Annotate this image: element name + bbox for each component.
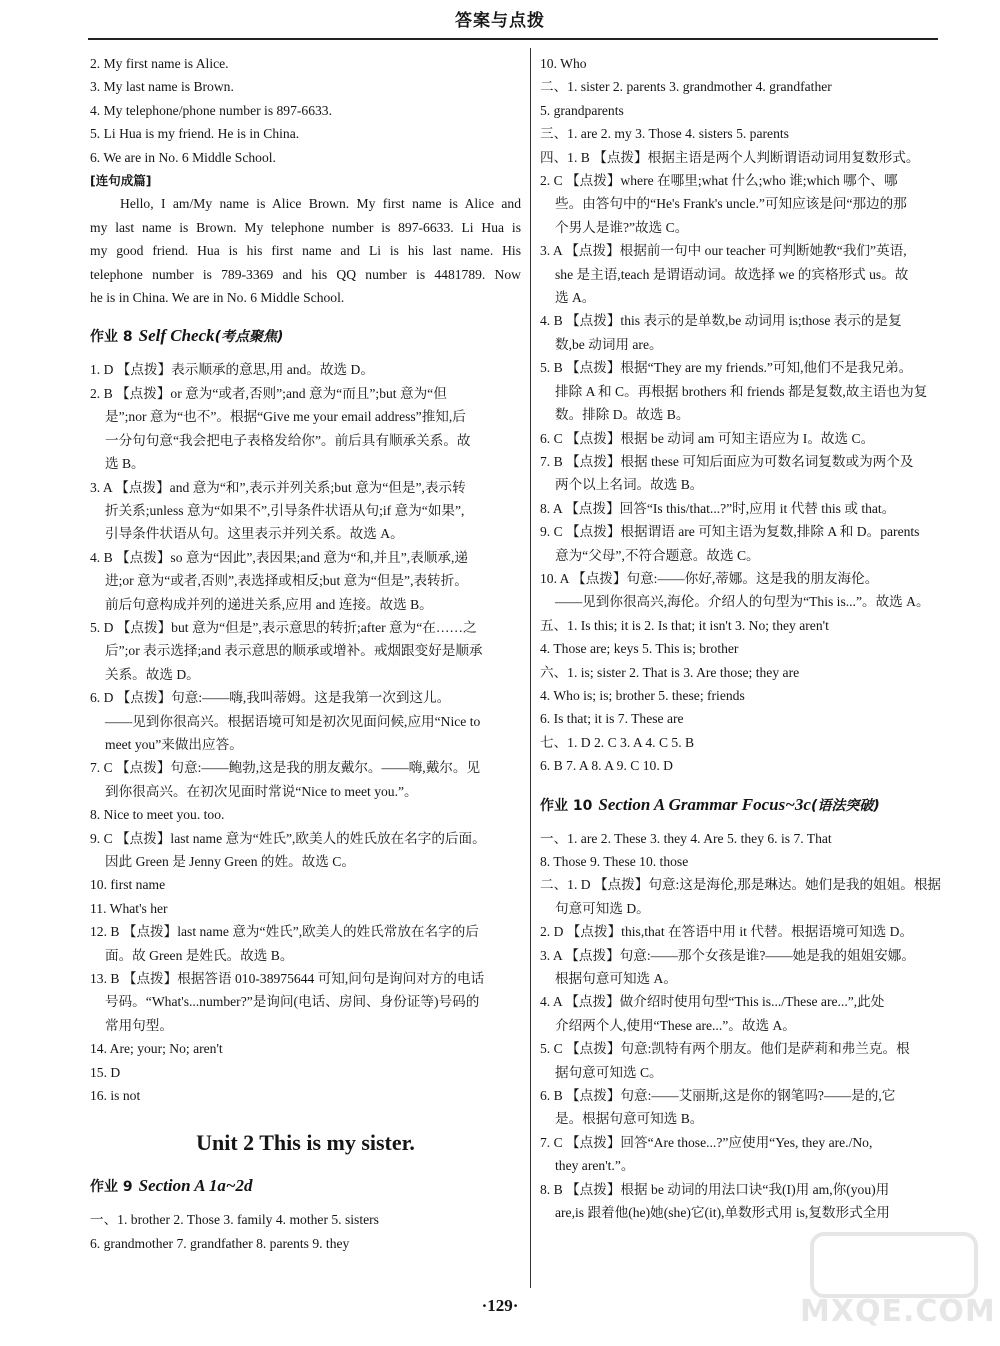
- answer-line: 进;or 意为“或者,否则”,表选择或相反;but 意为“但是”,表转折。: [105, 573, 468, 589]
- section-10-heading: [540, 792, 958, 819]
- answer-line: 些。由答句中的“He's Frank's uncle.”可知应该是问“那边的那: [555, 196, 907, 212]
- passage-line: telephone number is 789-3369 and his QQ number is 4481789. Now: [90, 266, 521, 282]
- section-10-suffix: (语法突破): [810, 797, 880, 814]
- answer-line: 5. D 【点拨】but 意为“但是”,表示意思的转折;after 意为“在……之: [90, 619, 477, 635]
- answer-line: 介绍两个人,使用“These are...”。故选 A。: [555, 1017, 796, 1033]
- section-9-continued-answers: [540, 52, 958, 778]
- answer-line: 个男人是谁?”故选 C。: [555, 219, 689, 235]
- answer-line: 9. C 【点拨】根据谓语 are 可知主语为复数,排除 A 和 D。parents: [540, 524, 920, 540]
- section-8-answers: [90, 358, 521, 1107]
- answer-line: 一、1. are 2. These 3. they 4. Are 5. they 6. is 7. That: [540, 830, 832, 846]
- passage-line: my good friend. Hua is his first name and Li is his last name. His: [90, 243, 521, 259]
- answer-line: 后”;or 表示选择;and 表示意思的顺承或增补。戒烟跟变好是顺承: [105, 643, 483, 659]
- answer-line: 4. My telephone/phone number is 897-6633.: [90, 102, 333, 118]
- passage-answer: [90, 192, 521, 309]
- answer-line: 5. C 【点拨】句意:凯特有两个朋友。他们是萨莉和弗兰克。根: [540, 1041, 910, 1057]
- answer-line: 8. A 【点拨】回答“Is this/that...?”时,应用 it 代替 this 或 that。: [540, 500, 896, 516]
- section-8-title: Self Check: [138, 326, 215, 346]
- answer-line: 4. A 【点拨】做介绍时使用句型“This is.../These are...”,此处: [540, 994, 885, 1010]
- answer-line: 排除 A 和 C。再根据 brothers 和 friends 都是复数,故主语也为复: [555, 383, 928, 399]
- watermark-text: MXQE.COM: [800, 1294, 996, 1329]
- answer-line: meet you”来做出应答。: [105, 736, 243, 752]
- section-9-heading: [90, 1173, 521, 1200]
- left-column: [90, 52, 521, 1255]
- section-9-title: Section A 1a~2d: [138, 1176, 253, 1196]
- answer-line: 4. B 【点拨】this 表示的是单数,be 动词用 is;those 表示的是复: [540, 313, 902, 329]
- answer-line: 10. Who: [540, 56, 587, 71]
- answer-line: 14. Are; your; No; aren't: [90, 1041, 223, 1057]
- answer-line: 2. C 【点拨】where 在哪里;what 什么;who 谁;which 哪个、哪: [540, 173, 898, 189]
- answer-line: 11. What's her: [90, 900, 168, 916]
- answer-line: 6. B 7. A 8. A 9. C 10. D: [540, 758, 673, 774]
- answer-line: 7. C 【点拨】回答“Are those...?”应使用“Yes, they are./No,: [540, 1134, 873, 1150]
- section-10-prefix: 作业 10: [540, 797, 593, 814]
- answer-line: 6. We are in No. 6 Middle School.: [90, 149, 276, 165]
- answer-line: 到你很高兴。在初次见面时常说“Nice to meet you.”。: [105, 783, 418, 799]
- section-9-answers: [90, 1208, 521, 1255]
- section-8-suffix: (考点聚焦): [214, 329, 284, 346]
- answer-line: 13. B 【点拨】根据答语 010-38975644 可知,问句是询问对方的电话: [90, 971, 485, 987]
- section-10-answers: [540, 827, 958, 1225]
- answer-line: 六、1. is; sister 2. That is 3. Are those; they are: [540, 664, 800, 680]
- answer-line: 10. first name: [90, 877, 166, 893]
- answer-line: 数,be 动词用 are。: [555, 336, 663, 352]
- answer-line: 是”;nor 意为“也不”。根据“Give me your email address”推知,后: [105, 409, 466, 425]
- column-divider: [530, 48, 531, 1288]
- answer-line: 10. A 【点拨】句意:——你好,蒂娜。这是我的朋友海伦。: [540, 570, 879, 586]
- answer-line: 15. D: [90, 1064, 121, 1080]
- answer-line: 一分句句意“我会把电子表格发给你”。前后具有顺承关系。故: [105, 432, 471, 448]
- answer-line: 12. B 【点拨】last name 意为“姓氏”,欧美人的姓氏常放在名字的后: [90, 924, 479, 940]
- answer-line: 四、1. B 【点拨】根据主语是两个人判断谓语动词用复数形式。: [540, 149, 920, 165]
- answer-line: 三、1. are 2. my 3. Those 4. sisters 5. parents: [540, 126, 789, 142]
- answer-line: 号码。“What's...number?”是询问(电话、房间、身份证等)号码的: [105, 994, 480, 1010]
- answer-line: 两个以上名词。故选 B。: [555, 477, 704, 493]
- answer-line: 二、1. sister 2. parents 3. grandmother 4. grandfather: [540, 79, 832, 95]
- answer-line: 选 A。: [555, 290, 596, 306]
- answer-line: 2. My first name is Alice.: [90, 56, 229, 71]
- answer-line: 8. Nice to meet you. too.: [90, 807, 225, 823]
- section-8-prefix: 作业 8: [90, 329, 133, 346]
- header-rule: [88, 38, 938, 40]
- passage-heading: [连句成篇]: [90, 173, 152, 189]
- answer-line: 二、1. D 【点拨】句意:这是海伦,那是琳达。她们是我的姐姐。根据: [540, 877, 942, 893]
- passage-line: Hello, I am/My name is Alice Brown. My first name is Alice and: [120, 196, 521, 212]
- answer-line: 6. D 【点拨】句意:——嗨,我叫蒂姆。这是我第一次到这儿。: [90, 690, 451, 706]
- answer-line: 8. Those 9. These 10. those: [540, 854, 689, 869]
- answer-line: ——见到你很高兴,海伦。介绍人的句型为“This is...”。故选 A。: [555, 594, 930, 610]
- answer-line: 5. Li Hua is my friend. He is in China.: [90, 126, 300, 142]
- watermark-frame: [810, 1232, 978, 1298]
- answer-line: 4. Those are; keys 5. This is; brother: [540, 641, 739, 657]
- answer-line: 3. A 【点拨】and 意为“和”,表示并列关系;but 意为“但是”,表示转: [90, 479, 466, 495]
- answer-line: 常用句型。: [105, 1017, 173, 1033]
- section-9-prefix: 作业 9: [90, 1179, 133, 1196]
- answer-line: 关系。故选 D。: [105, 666, 200, 682]
- answer-line: 1. D 【点拨】表示顺承的意思,用 and。故选 D。: [90, 362, 374, 378]
- answer-line: 前后句意构成并列的递进关系,应用 and 连接。故选 B。: [105, 596, 433, 612]
- answer-line: 16. is not: [90, 1088, 141, 1104]
- answer-line: 数。排除 D。故选 B。: [555, 407, 690, 423]
- answer-line: 2. D 【点拨】this,that 在答语中用 it 代替。根据语境可知选 D。: [540, 924, 914, 940]
- watermark-logo: [800, 1232, 996, 1332]
- section-8-heading: [90, 323, 521, 350]
- answer-line: 面。故 Green 是姓氏。故选 B。: [105, 947, 294, 963]
- passage-line: he is in China. We are in No. 6 Middle School.: [90, 290, 345, 306]
- passage-line: my last name is Brown. My telephone number is 897-6633. Li Hua is: [90, 219, 521, 235]
- answer-line: ——见到你很高兴。根据语境可知是初次见面问候,应用“Nice to: [105, 713, 481, 729]
- answer-line: 句意可知选 D。: [555, 900, 650, 916]
- answer-line: 4. B 【点拨】so 意为“因此”,表因果;and 意为“和,并且”,表顺承,递: [90, 549, 468, 565]
- answer-line: 7. C 【点拨】句意:——鲍勃,这是我的朋友戴尔。——嗨,戴尔。见: [90, 760, 481, 776]
- answer-line: 2. B 【点拨】or 意为“或者,否则”;and 意为“而且”;but 意为“但: [90, 385, 447, 401]
- answer-line: 4. Who is; is; brother 5. these; friends: [540, 687, 745, 703]
- answer-line: they aren't.”。: [555, 1158, 635, 1174]
- page-header-title: 答案与点拨: [455, 11, 545, 31]
- answer-line: 3. My last name is Brown.: [90, 79, 234, 95]
- answer-line: 选 B。: [105, 456, 145, 472]
- answer-line: 是。根据句意可知选 B。: [555, 1111, 704, 1127]
- answer-line: are,is 跟着他(he)她(she)它(it),单数形式用 is,复数形式全用: [555, 1205, 890, 1221]
- answer-line: 6. B 【点拨】句意:——艾丽斯,这是你的钢笔吗?——是的,它: [540, 1088, 896, 1104]
- answer-line: 一、1. brother 2. Those 3. family 4. mother 5. sisters: [90, 1212, 379, 1228]
- answer-line: she 是主语,teach 是谓语动词。故选择 we 的宾格形式 us。故: [555, 266, 909, 282]
- right-column: [540, 52, 958, 1225]
- answer-line: 意为“父母”,不符合题意。故选 C。: [555, 547, 760, 563]
- answer-line: 七、1. D 2. C 3. A 4. C 5. B: [540, 734, 695, 750]
- page-number: ·129·: [481, 1296, 519, 1315]
- answer-line: 3. A 【点拨】根据前一句中 our teacher 可判断她教“我们”英语,: [540, 243, 907, 259]
- answer-line: 根据句意可知选 A。: [555, 971, 677, 987]
- answer-line: 折关系;unless 意为“如果不”,引导条件状语从句;if 意为“如果”,: [105, 502, 465, 518]
- section-10-title: Section A Grammar Focus~3c: [598, 794, 811, 814]
- answer-line: 3. A 【点拨】句意:——那个女孩是谁?——她是我的姐姐安娜。: [540, 947, 915, 963]
- answer-line: 据句意可知选 C。: [555, 1064, 663, 1080]
- answer-line: 9. C 【点拨】last name 意为“姓氏”,欧美人的姓氏放在名字的后面。: [90, 830, 486, 846]
- answer-line: 因此 Green 是 Jenny Green 的姓。故选 C。: [105, 854, 355, 869]
- answer-line: 6. Is that; it is 7. These are: [540, 711, 684, 727]
- answer-line: 引导条件状语从句。这里表示并列关系。故选 A。: [105, 526, 404, 542]
- unit-title: Unit 2 This is my sister.: [196, 1130, 415, 1156]
- answer-line: 6. C 【点拨】根据 be 动词 am 可知主语应为 I。故选 C。: [540, 430, 875, 446]
- answer-line: 7. B 【点拨】根据 these 可知后面应为可数名词复数或为两个及: [540, 453, 914, 469]
- previous-answers: [90, 52, 521, 169]
- answer-line: 5. B 【点拨】根据“They are my friends.”可知,他们不是我兄弟。: [540, 360, 913, 376]
- answer-line: 6. grandmother 7. grandfather 8. parents 9. they: [90, 1235, 350, 1251]
- answer-line: 8. B 【点拨】根据 be 动词的用法口诀“我(I)用 am,你(you)用: [540, 1181, 890, 1197]
- answer-line: 五、1. Is this; it is 2. Is that; it isn't 3. No; they aren't: [540, 617, 829, 633]
- answer-line: 5. grandparents: [540, 102, 624, 118]
